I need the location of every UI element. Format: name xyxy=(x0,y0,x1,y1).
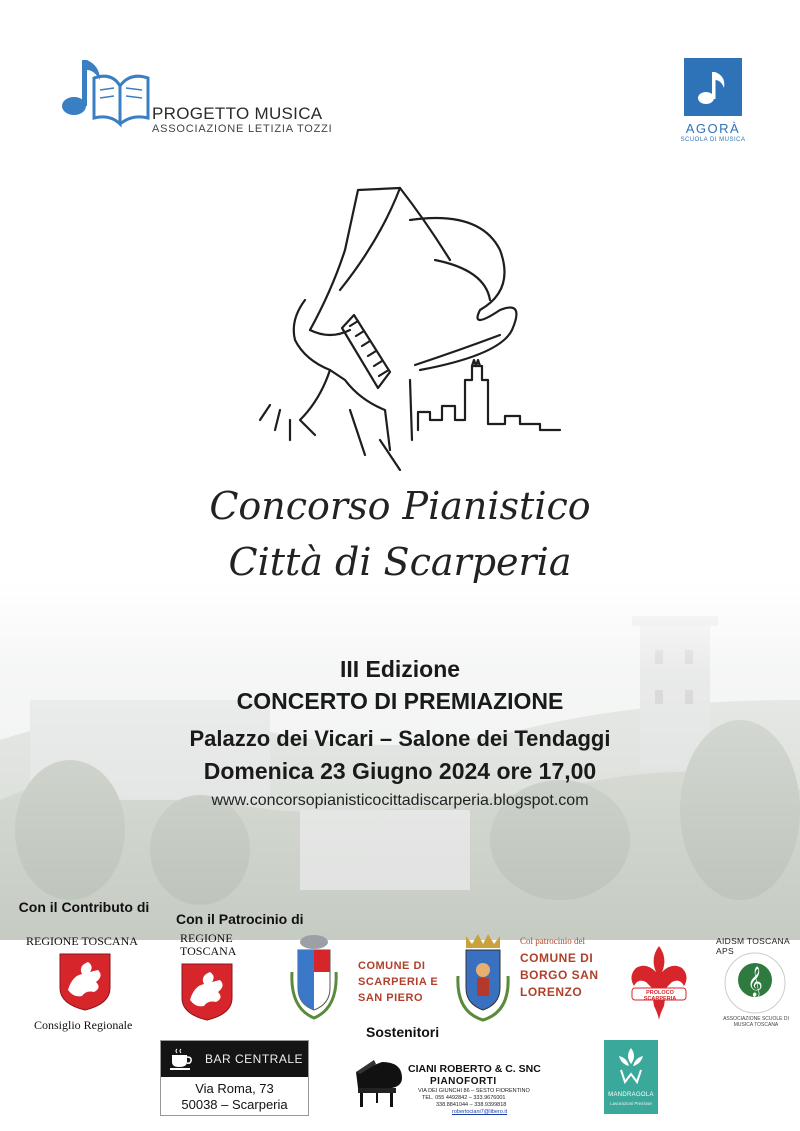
borgo-patrocinio-label: Col patrocinio del xyxy=(520,936,585,946)
sponsors-label: Sostenitori xyxy=(366,1024,440,1040)
org-title: PROGETTO MUSICA xyxy=(152,104,323,123)
comune-scarperia-name: COMUNE DI SCARPERIA E SAN PIERO xyxy=(358,960,439,1004)
proloco-lily-icon xyxy=(624,942,694,1022)
bar-name: BAR CENTRALE xyxy=(205,1052,304,1066)
bar-city: 50038 – Scarperia xyxy=(181,1097,288,1112)
borgo-crest-icon xyxy=(452,932,514,1024)
piano-sketch-icon xyxy=(250,180,570,480)
piano-company: CIANI ROBERTO & C. SNC xyxy=(408,1063,541,1075)
org-subtitle: ASSOCIAZIONE LETIZIA TOZZI xyxy=(152,123,333,135)
piano-address: VIA DEI GIUNCHI 86 – SESTO FIORENTINO xyxy=(418,1088,530,1094)
scarperia-crest-icon xyxy=(286,932,342,1024)
school-subtitle: SCUOLA DI MUSICA xyxy=(680,137,746,143)
contributo-label: Con il Contributo di xyxy=(18,899,150,915)
aidsm-name: AIDSM TOSCANA APS xyxy=(716,936,790,956)
event-venue: Palazzo dei Vicari – Salone dei Tendaggi xyxy=(189,726,611,751)
patrocinio-label: Con il Patrocinio di xyxy=(176,911,304,927)
lotus-icon xyxy=(613,1046,649,1086)
comune-borgo-name: COMUNE DI BORGO SAN LORENZO xyxy=(520,951,599,999)
mandragola-name: MANDRAGOLA xyxy=(608,1092,654,1098)
contributo-council: Consiglio Regionale xyxy=(34,1018,133,1032)
piano-phone1: TEL. 055 4492842 – 333.9676001 xyxy=(422,1095,506,1101)
piano-email[interactable]: robertociani7@libero.it xyxy=(452,1109,508,1115)
aidsm-ring-text: ASSOCIAZIONE SCUOLE DI MUSICA TOSCANA xyxy=(723,1016,789,1028)
proloco-name: PROLOCO SCARPERIA xyxy=(643,990,677,1002)
regione-toscana-crest-icon xyxy=(180,962,234,1022)
mandragola-subtitle: Lavorazioni Preziose xyxy=(610,1101,652,1106)
edition-text: III Edizione xyxy=(339,656,461,682)
grand-piano-icon xyxy=(352,1058,406,1110)
piano-type: PIANOFORTI xyxy=(430,1076,497,1087)
music-note-icon xyxy=(684,58,742,116)
svg-text:𝄞: 𝄞 xyxy=(747,967,763,997)
contributo-region: REGIONE TOSCANA xyxy=(26,934,138,948)
coffee-cup-icon xyxy=(169,1047,195,1071)
regione-toscana-crest-icon xyxy=(58,952,112,1012)
website-link[interactable]: www.concorsopianisticocittadiscarperia.blogspot.com xyxy=(211,792,589,809)
competition-title-line1: Concorso Pianistico xyxy=(209,484,591,528)
bar-centrale-header xyxy=(161,1041,308,1077)
school-name: AGORÀ xyxy=(685,121,741,136)
mandragola-logo xyxy=(604,1040,658,1114)
competition-title-line2: Città di Scarperia xyxy=(228,540,572,584)
piano-phone2: 338.8841044 – 338.9399818 xyxy=(436,1102,507,1108)
agora-logo-box xyxy=(684,58,742,116)
event-datetime: Domenica 23 Giugno 2024 ore 17,00 xyxy=(203,758,597,784)
bar-centrale-card xyxy=(160,1040,309,1116)
aidsm-treble-clef-icon xyxy=(722,950,788,1016)
bar-address: Via Roma, 73 xyxy=(195,1081,274,1096)
progetto-musica-logo-icon xyxy=(60,56,152,132)
event-name: CONCERTO DI PREMIAZIONE xyxy=(236,688,564,714)
patrocinio-region: REGIONE TOSCANA xyxy=(180,931,237,958)
